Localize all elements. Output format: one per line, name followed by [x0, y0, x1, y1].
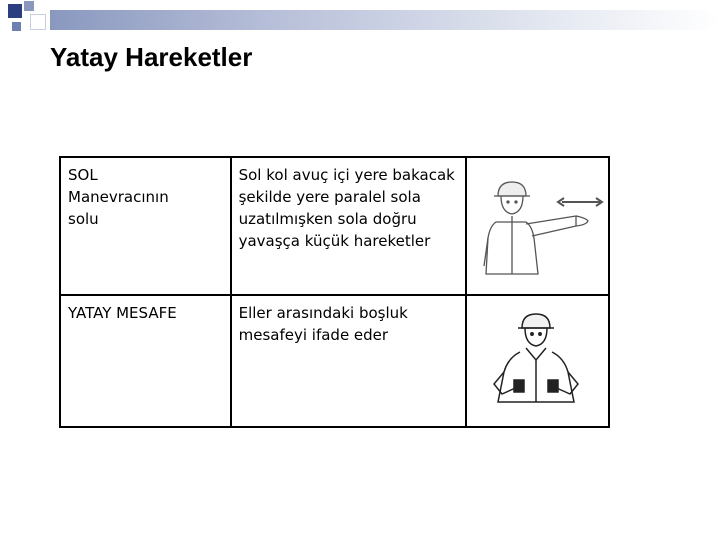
worker-hands-apart-icon [468, 306, 608, 416]
signal-description-cell [231, 295, 467, 427]
signal-name: SOL Manevracının solu [68, 166, 169, 228]
deco-square-light [24, 1, 34, 11]
page-title: Yatay Hareketler [50, 42, 253, 72]
signal-illustration-cell [466, 295, 609, 427]
signal-table [59, 156, 610, 428]
signal-name-cell [60, 295, 231, 427]
deco-square-dark [8, 4, 22, 18]
signal-description-cell [231, 157, 467, 295]
signal-description: Sol kol avuç içi yere bakacak şekilde yere paralel sola uzatılmışken sola doğru yavaşça küçük hareketler [238, 166, 455, 250]
signal-illustration-cell [466, 157, 609, 295]
worker-arm-extended-left-icon [468, 166, 608, 286]
signal-name-cell [60, 157, 231, 295]
deco-square-white [30, 14, 46, 30]
deco-square-mid [12, 22, 21, 31]
table-row [60, 295, 609, 427]
signal-description: Eller arasındaki boşluk mesafeyi ifade eder [238, 304, 408, 344]
signal-name: YATAY MESAFE [68, 304, 177, 322]
table-row [60, 157, 609, 295]
header-decoration [0, 0, 720, 40]
header-gradient-band [50, 10, 720, 30]
